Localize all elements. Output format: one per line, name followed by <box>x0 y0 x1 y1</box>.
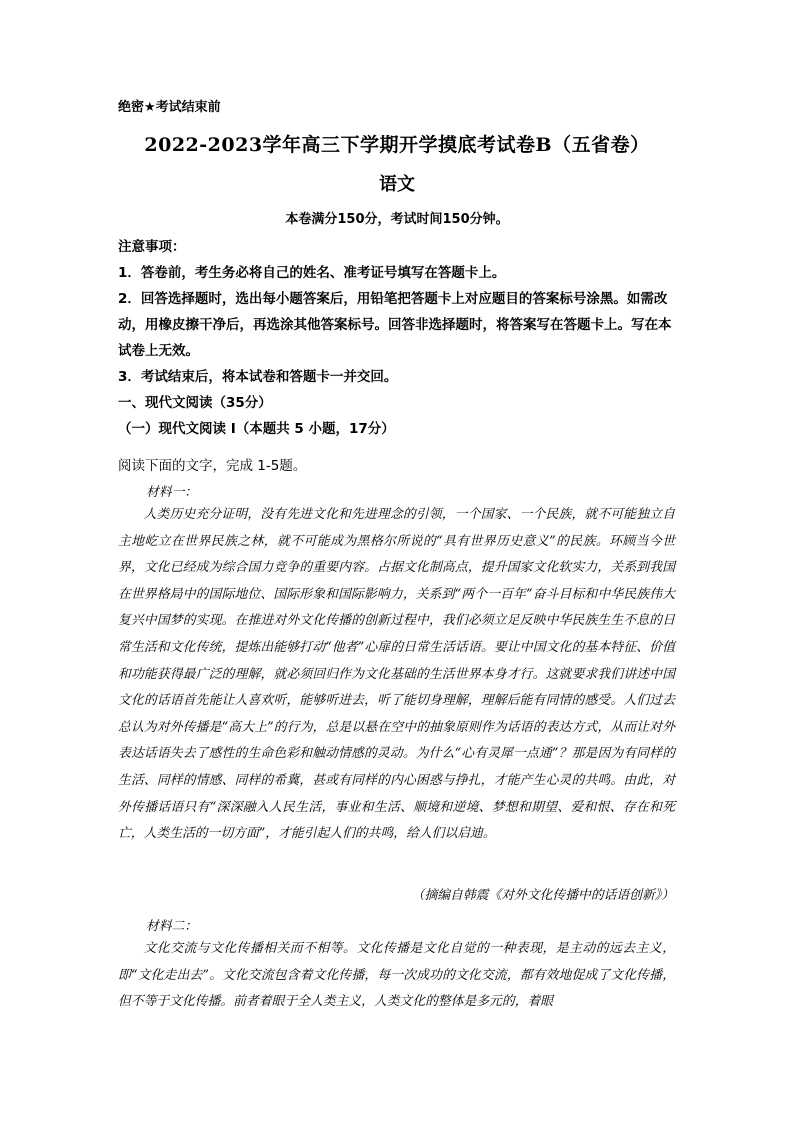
notice-block <box>118 234 678 442</box>
notice-item: 2．回答选择题时，选出每小题答案后，用铅笔把答题卡上对应题目的答案标号涂黑。如需改动，用橡皮擦干净后，再选涂其他答案标号。回答非选择题时，将答案写在答题卡上。写在本试卷上无效。 <box>118 291 672 359</box>
notice-item: 1．答卷前，考生务必将自己的姓名、准考证号填写在答题卡上。 <box>118 265 506 281</box>
material-1-label: 材料一： <box>146 485 198 500</box>
confidential-mark: 绝密★考试结束前 <box>118 100 221 115</box>
notice-item: 3．考试结束后，将本试卷和答题卡一并交回。 <box>118 369 398 385</box>
material-2-label: 材料二： <box>146 919 198 934</box>
exam-title: 2022-2023学年高三下学期开学摸底考试卷B（五省卷） <box>144 134 650 156</box>
section-heading: 一、现代文阅读（35分） <box>118 395 272 411</box>
material-2-body <box>118 936 675 1016</box>
material-1-paragraph: 人类历史充分证明，没有先进文化和先进理念的引领，一个国家、一个民族，就不可能独立自主地屹立在世界民族之林，就不可能成为黑格尔所说的“具有世界历史意义”的民族。环顾当今世界，文化已经成为综合国力竞争的重要内容。占据文化制高点，提升国家文化软实力，关系到我国在世界格局中的国际地位、国际形象和国际影响力，关系到“两个一百年”奋斗目标和中华民族伟大复兴中国梦的实现。在推进对外文化传播的创新过程中，我们必须立足反映中华民族生生不息的日常生活和文化传统，提炼出能够打动“他者”心扉的日常生活话语。要让中国文化的基本特征、价值和功能获得最广泛的理解，就必须回归作为文化基础的生活世界本身才行。这就要求我们讲述中国文化的话语首先能让人喜欢听，能够听进去，听了能切身理解，理解后能有同情的感受。人们过去总认为对外传播是“高大上”的行为，总是以悬在空中的抽象原则作为话语的表达方式，从而让对外表达话语失去了感性的生命色彩和触动情感的灵动。为什么“心有灵犀一点通”？那是因为有同样的生活、同样的情感、同样的希冀，甚或有同样的内心困惑与挣扎，才能产生心灵的共鸣。由此，对外传播话语只有“深深融入人民生活，事业和生活、顺境和逆境、梦想和期望、爱和恨、存在和死亡，人类生活的一切方面”，才能引起人们的共鸣，给人们以启迪。 <box>118 507 675 842</box>
reading-instruction: 阅读下面的文字，完成 1-5题。 <box>118 458 307 474</box>
score-time-note: 本卷满分150分，考试时间150分钟。 <box>285 212 509 227</box>
subject-title: 语文 <box>379 174 415 195</box>
material-2-paragraph: 文化交流与文化传播相关而不相等。文化传播是文化自觉的一种表现，是主动的远去主义，即“文化走出去”。文化交流包含着文化传播，每一次成功的文化交流，都有效地促成了文化传播，但不等于文化传播。前者着眼于全人类主义，人类文化的整体是多元的，着眼 <box>118 941 675 1010</box>
material-1-source: （摘编自韩震《对外文化传播中的话语创新》） <box>411 888 674 903</box>
notice-heading: 注意事项： <box>118 239 186 255</box>
material-1-body <box>118 502 675 848</box>
section-subheading: （一）现代文阅读 I（本题共 5 小题，17分） <box>118 421 395 437</box>
